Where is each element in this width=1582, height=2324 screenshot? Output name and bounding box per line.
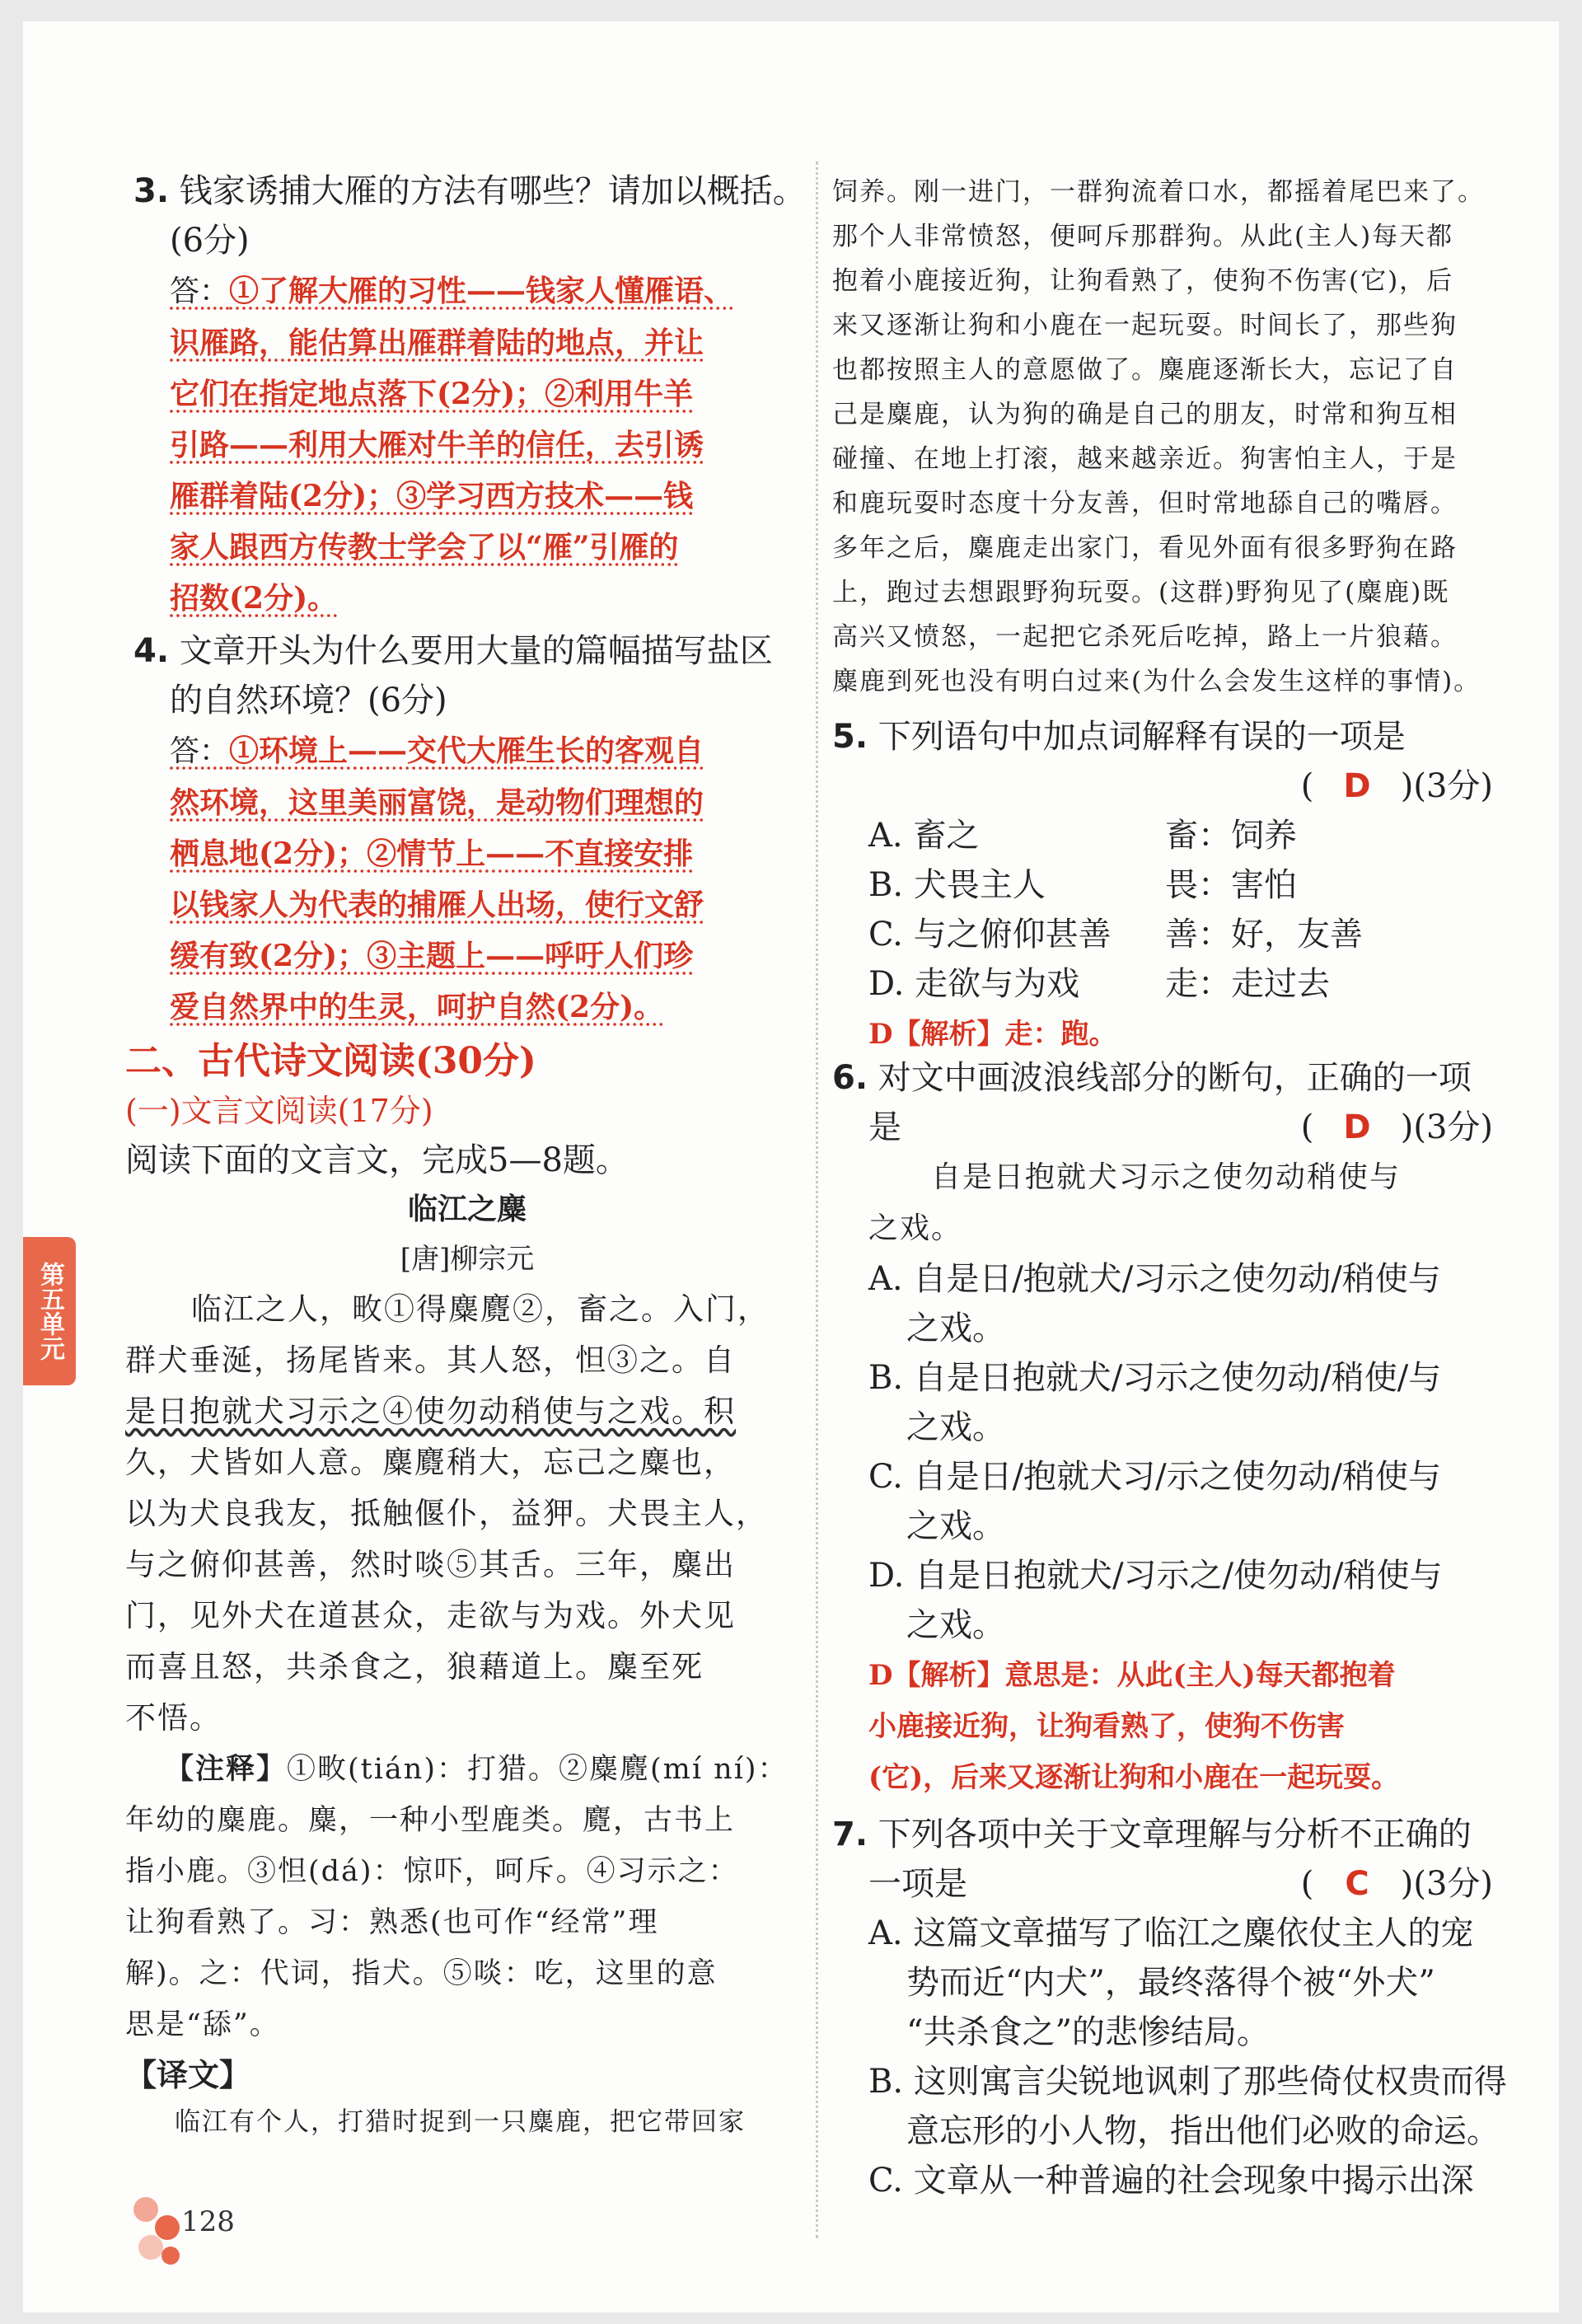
passage-line: 久，犬皆如人意。麋麑稍大，忘己之麋也，: [125, 1445, 736, 1480]
answer-line: 家人跟西方传教士学会了以“雁”引雁的: [170, 530, 679, 565]
passage-line: 门，见外犬在道甚众，走欲与为戏。外犬见: [125, 1598, 736, 1633]
section-title: 二、古代诗文阅读(30分): [125, 1040, 536, 1082]
option-d-meaning: 走：走过去: [1165, 965, 1330, 1003]
notes-label: 【注释】: [165, 1753, 288, 1786]
answer-points: )(3分): [1400, 767, 1493, 805]
answer-line: 雁群着陆(2分)；③学习西方技术——钱: [170, 479, 694, 513]
question-number: 4.: [133, 632, 170, 670]
translation-line: 抱着小鹿接近狗，让狗看熟了，使狗不伤害(它)，后: [832, 266, 1454, 296]
translation-line: 和鹿玩耍时态度十分友善，但时常地舔自己的嘴唇。: [832, 489, 1458, 518]
decor-dot: [155, 2215, 180, 2240]
option-c: C. 与之俯仰甚善: [868, 916, 1112, 953]
answer-block: [133, 725, 809, 1033]
translation-line: 那个人非常愤怒，便呵斥那群狗。从此(主人)每天都: [832, 222, 1454, 251]
option-c: 之戏。: [906, 1507, 1005, 1545]
note-line: ①畋(tián)：打猎。②麋麑(mí ní)：: [287, 1753, 789, 1786]
question-text: 对文中画波浪线部分的断句，正确的一项: [878, 1059, 1472, 1097]
analysis: (它)，后来又逐渐让狗和小鹿在一起玩耍。: [868, 1761, 1400, 1794]
translation-line: 饲养。刚一进门，一群狗流着口水，都摇着尾巴来了。: [832, 177, 1485, 207]
answer-line: 识雁路，能估算出雁群着陆的地点，并让: [170, 326, 704, 360]
answer-choice: C: [1345, 1865, 1369, 1903]
option-a: 势而近“内犬”，最终落得个被“外犬”: [906, 1964, 1435, 2002]
passage-text: [125, 1284, 809, 1744]
answer-line: 它们在指定地点落下(2分)；②利用牛羊: [170, 377, 694, 411]
option-b: 之戏。: [906, 1408, 1005, 1446]
answer-block: [133, 265, 809, 624]
note-line: 解)。之：代词，指犬。⑤啖：吃，这里的意: [125, 1957, 718, 1990]
answer-choice: D: [1343, 1108, 1371, 1146]
analysis: 小鹿接近狗，让狗看熟了，使狗不伤害: [868, 1710, 1345, 1743]
passage-line: 与之俯仰甚善，然时啖⑤其舌。三年，麋出: [125, 1547, 736, 1582]
option-b: B. 犬畏主人: [868, 866, 1046, 904]
option-a: A. 自是日/抱就犬/习示之使勿动/稍使与: [868, 1260, 1441, 1298]
quoted-passage: 自是日抱就犬习示之使勿动稍使与: [931, 1160, 1402, 1194]
question-text: 是: [868, 1108, 901, 1146]
passage-line: 群犬垂涎，扬尾皆来。其人怒，怛③之。自: [125, 1342, 736, 1378]
decor-dot: [133, 2197, 158, 2222]
note-line: 让狗看熟了。习：熟悉(也可作“经常”理: [125, 1906, 659, 1939]
decor-dot: [161, 2247, 180, 2265]
answer-line: 招数(2分)。: [170, 581, 338, 616]
translation-line: 己是麋鹿，认为狗的确是自己的朋友，时常和狗互相: [832, 400, 1458, 429]
answer-line: 以钱家人为代表的捕雁人出场，使行文舒: [170, 888, 704, 922]
answer-line: 栖息地(2分)；②情节上——不直接安排: [170, 836, 694, 871]
analysis: D【解析】走：跑。: [868, 1018, 1117, 1051]
analysis: D【解析】意思是：从此(主人)每天都抱着: [868, 1659, 1396, 1692]
question-text: 文章开头为什么要用大量的篇幅描写盐区: [179, 632, 773, 670]
note-line: 指小鹿。③怛(dá)：惊吓，呵斥。④习示之：: [125, 1855, 739, 1888]
question-text: 的自然环境？(6分): [170, 682, 447, 719]
answer-lead: 答：: [170, 274, 230, 308]
option-b: B. 自是日抱就犬/习示之使勿动/稍使/与: [868, 1359, 1442, 1397]
unit-tab: [23, 1237, 76, 1385]
answer-line: 引路——利用大雁对牛羊的信任，去引诱: [170, 428, 704, 462]
note-line: 年幼的麋鹿。麋，一种小型鹿类。麑，古书上: [125, 1804, 736, 1837]
passage-author: [唐]柳宗元: [400, 1243, 535, 1276]
translation-line: 也都按照主人的意愿做了。麋鹿逐渐长大，忘记了自: [832, 355, 1458, 385]
passage-title: 临江之麋: [407, 1192, 527, 1226]
option-d: D. 自是日抱就犬/习示之/使勿动/稍使与: [868, 1557, 1443, 1595]
note-line: 思是“舔”。: [125, 2008, 280, 2041]
option-d: 之戏。: [906, 1606, 1005, 1644]
answer-line: 然环境，这里美丽富饶，是动物们理想的: [170, 785, 704, 820]
passage-line: 不悟。: [125, 1700, 222, 1736]
option-a: A. 畜之: [868, 817, 980, 855]
option-c: C. 自是日/抱就犬习/示之使勿动/稍使与: [868, 1458, 1442, 1496]
question-number: 6.: [832, 1059, 868, 1097]
translation-line: 上，跑过去想跟野狗玩耍。(这群)野狗见了(麋鹿)既: [832, 578, 1450, 607]
answer-choice: D: [1343, 767, 1371, 805]
section-2: [125, 1037, 809, 2144]
question-number: 3.: [133, 172, 170, 210]
question-4: [133, 626, 809, 1033]
translation-line: 高兴又愤怒，一起把它杀死后吃掉，路上一片狼藉。: [832, 622, 1458, 652]
question-text: (6分): [170, 222, 250, 260]
answer-line: 爱自然界中的生灵，呵护自然(2分)。: [170, 990, 664, 1024]
options-list: [832, 811, 1501, 1009]
decor-dot: [138, 2235, 163, 2260]
question-3: [133, 166, 809, 624]
answer-line: ①环境上——交代大雁生长的客观自: [229, 733, 704, 768]
question-text: 下列各项中关于文章理解与分析不正确的: [878, 1816, 1472, 1853]
page-number: 128: [181, 2205, 235, 2238]
answer-paren: (: [1300, 1865, 1314, 1903]
option-a: “共杀食之”的悲惨结局。: [906, 2013, 1270, 2051]
notes: [125, 1744, 809, 2050]
question-7: [832, 1810, 1507, 2205]
passage-line: 而喜且怒，共杀食之，狼藉道上。麋至死: [125, 1649, 704, 1684]
answer-line: ①了解大雁的习性——钱家人懂雁语、: [229, 274, 734, 308]
option-b: B. 这则寓言尖锐地讽刺了那些倚仗权贵而得: [868, 2063, 1507, 2101]
option-c-meaning: 善：好，友善: [1165, 916, 1363, 953]
question-text: 钱家诱捕大雁的方法有哪些？请加以概括。: [179, 172, 806, 210]
translation-line: 多年之后，麋鹿走出家门，看见外面有很多野狗在路: [832, 533, 1458, 563]
instruction: 阅读下面的文言文，完成5—8题。: [125, 1141, 629, 1179]
translation-line: 碰撞、在地上打滚，越来越亲近。狗害怕主人，于是: [832, 444, 1458, 474]
question-text: 一项是: [868, 1865, 967, 1903]
option-d: D. 走欲与为戏: [868, 965, 1080, 1003]
subsection-title: (一)文言文阅读(17分): [125, 1093, 433, 1129]
column-divider: [816, 162, 818, 2238]
question-number: 5.: [832, 718, 868, 756]
passage-line-wavy: 是日抱就犬习示之④使勿动稍使与之戏。积: [125, 1394, 736, 1429]
option-c: C. 文章从一种普遍的社会现象中揭示出深: [868, 2162, 1474, 2200]
answer-paren: (: [1300, 767, 1314, 805]
option-a: 之戏。: [906, 1310, 1005, 1347]
translation-label: 【译文】: [125, 2057, 251, 2093]
answer-paren: (: [1300, 1108, 1314, 1146]
question-5: [832, 712, 1501, 1060]
question-text: 下列语句中加点词解释有误的一项是: [878, 718, 1406, 756]
option-a: A. 这篇文章描写了临江之麋依仗主人的宠: [868, 1914, 1474, 1952]
answer-lead: 答：: [170, 734, 230, 768]
answer-line: 缓有致(2分)；③主题上——呼吁人们珍: [170, 939, 694, 973]
translation-continued: [832, 170, 1501, 704]
translation-line: 来又逐渐让狗和小鹿在一起玩耍。时间长了，那些狗: [832, 311, 1458, 340]
answer-points: )(3分): [1400, 1865, 1493, 1903]
option-b-meaning: 畏：害怕: [1165, 866, 1297, 904]
translation-line: 临江有个人，打猎时捉到一只麋鹿，把它带回家: [175, 2107, 746, 2137]
question-6: [832, 1053, 1501, 1803]
translation-line: 麋鹿到死也没有明白过来(为什么会发生这样的事情)。: [832, 667, 1481, 696]
passage-line: 以为犬良我友，抵触偃仆，益狎。犬畏主人，: [125, 1496, 768, 1531]
quoted-passage: 之戏。: [868, 1211, 963, 1245]
option-b: 意忘形的小人物，指出他们必败的命运。: [906, 2112, 1500, 2150]
question-number: 7.: [832, 1816, 868, 1853]
passage-line: 临江之人，畋①得麋麑②，畜之。入门，: [191, 1291, 770, 1327]
page: [23, 21, 1559, 2312]
answer-points: )(3分): [1400, 1108, 1493, 1146]
unit-tab-label: 第五单元: [35, 1262, 64, 1361]
option-a-meaning: 畜：饲养: [1165, 817, 1297, 855]
